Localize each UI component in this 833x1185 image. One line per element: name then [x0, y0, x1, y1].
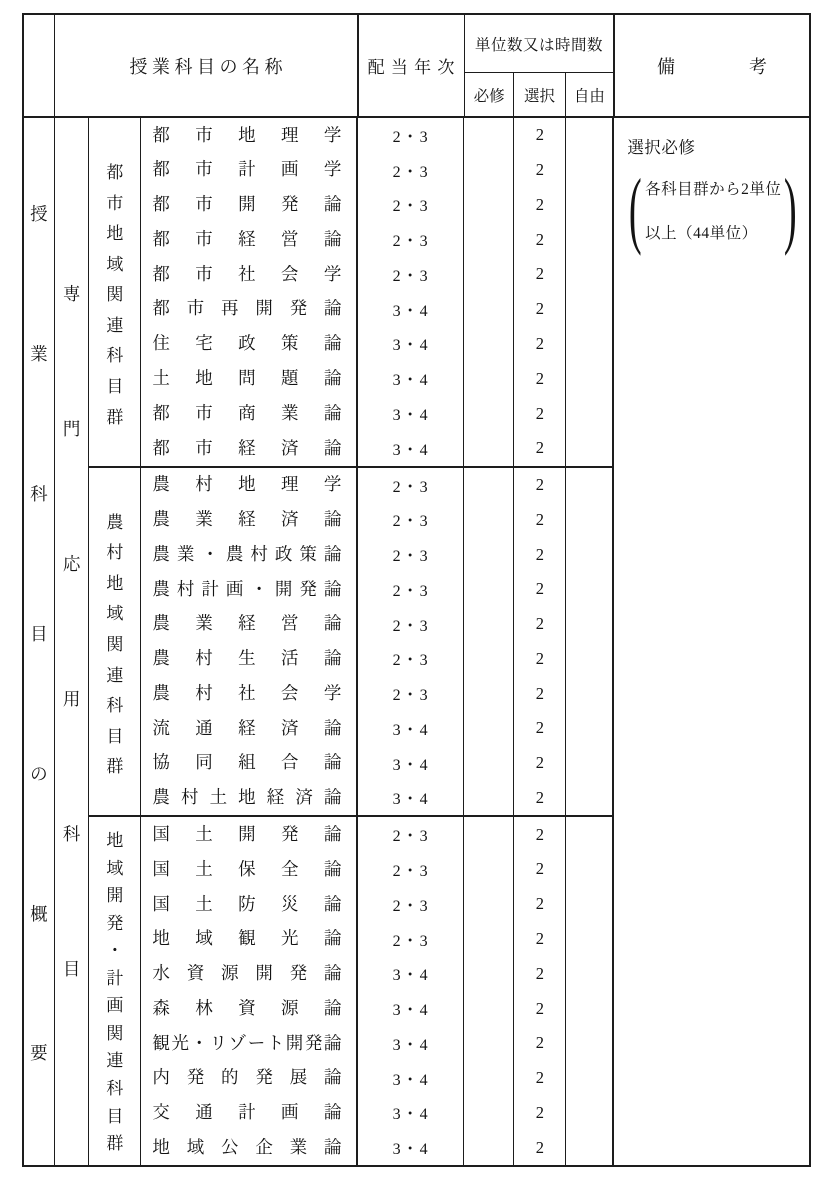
elective-units-cell: 2 [514, 676, 566, 711]
elective-units-cell: 2 [514, 327, 566, 362]
bracket-left-icon: ( [629, 163, 643, 257]
course-row [141, 431, 614, 466]
free-units-cell [566, 781, 614, 816]
year-header: 配 当 年 次 [359, 15, 465, 116]
required-header: 必修 [465, 73, 514, 116]
course-row [141, 711, 614, 746]
year-cell: 2・3 [358, 502, 464, 537]
group-rows [141, 817, 614, 1165]
elective-units-cell: 2 [514, 222, 566, 257]
group-rows [141, 468, 614, 816]
required-units-cell [464, 991, 514, 1026]
group-label: 地 域 開 発 ・ 計 画 関 連 科 目 群 [89, 817, 141, 1165]
course-group [89, 817, 614, 1165]
course-row [141, 607, 614, 642]
required-units-cell [464, 642, 514, 677]
year-cell: 2・3 [358, 118, 464, 153]
free-units-cell [566, 711, 614, 746]
elective-units-cell: 2 [514, 431, 566, 466]
required-units-cell [464, 396, 514, 431]
required-units-cell [464, 676, 514, 711]
required-units-cell [464, 361, 514, 396]
course-name-cell: 都市開発論 [141, 188, 358, 223]
course-row [141, 1130, 614, 1165]
course-group [89, 118, 614, 468]
free-units-cell [566, 502, 614, 537]
free-units-cell [566, 956, 614, 991]
course-name-cell: 都市計画学 [141, 153, 358, 188]
elective-units-cell: 2 [514, 642, 566, 677]
course-name-cell: 協同組合論 [141, 746, 358, 781]
required-units-cell [464, 922, 514, 957]
year-cell: 2・3 [358, 852, 464, 887]
required-units-cell [464, 817, 514, 852]
remarks-cell [612, 118, 809, 1165]
course-row [141, 222, 614, 257]
free-units-cell [566, 642, 614, 677]
year-cell: 2・3 [358, 887, 464, 922]
free-units-cell [566, 1061, 614, 1096]
elective-units-cell: 2 [514, 1026, 566, 1061]
course-name-cell: 都市再開発論 [141, 292, 358, 327]
free-units-cell [566, 188, 614, 223]
elective-units-cell: 2 [514, 396, 566, 431]
year-cell: 2・3 [358, 922, 464, 957]
year-cell: 2・3 [358, 222, 464, 257]
course-row [141, 852, 614, 887]
free-units-cell [566, 852, 614, 887]
required-units-cell [464, 572, 514, 607]
year-cell: 3・4 [358, 711, 464, 746]
course-name-header: 授 業 科 目 の 名 称 [55, 15, 359, 116]
course-name-cell: 農村土地経済論 [141, 781, 358, 816]
course-name-cell: 農村地理学 [141, 468, 358, 503]
table-header-row [24, 15, 809, 118]
elective-units-cell: 2 [514, 257, 566, 292]
year-cell: 2・3 [358, 257, 464, 292]
course-row [141, 676, 614, 711]
required-units-cell [464, 502, 514, 537]
course-name-cell: 農村生活論 [141, 642, 358, 677]
course-row [141, 817, 614, 852]
group-label: 農 村 地 域 関 連 科 目 群 [89, 468, 141, 816]
free-units-cell [566, 222, 614, 257]
course-name-cell: 農業・農村政策論 [141, 537, 358, 572]
elective-units-cell: 2 [514, 746, 566, 781]
year-cell: 3・4 [358, 292, 464, 327]
course-row [141, 188, 614, 223]
year-cell: 2・3 [358, 642, 464, 677]
year-cell: 2・3 [358, 188, 464, 223]
course-row [141, 537, 614, 572]
free-units-cell [566, 153, 614, 188]
course-name-cell: 国土保全論 [141, 852, 358, 887]
course-row [141, 642, 614, 677]
course-group [89, 468, 614, 818]
elective-units-cell: 2 [514, 711, 566, 746]
course-name-cell: 水資源開発論 [141, 956, 358, 991]
year-cell: 3・4 [358, 1026, 464, 1061]
course-row [141, 572, 614, 607]
year-cell: 3・4 [358, 956, 464, 991]
remarks-header-char-left: 備 [657, 56, 675, 77]
required-units-cell [464, 1061, 514, 1096]
free-units-cell [566, 746, 614, 781]
course-row [141, 361, 614, 396]
header-corner-cell [24, 15, 55, 116]
year-cell: 3・4 [358, 1130, 464, 1165]
course-name-cell: 流通経済論 [141, 711, 358, 746]
course-row [141, 118, 614, 153]
course-name-cell: 住宅政策論 [141, 327, 358, 362]
year-cell: 3・4 [358, 781, 464, 816]
elective-units-cell: 2 [514, 887, 566, 922]
elective-units-cell: 2 [514, 1061, 566, 1096]
course-name-cell: 都市経営論 [141, 222, 358, 257]
remarks-bracket-note [625, 163, 801, 257]
course-name-cell: 土地問題論 [141, 361, 358, 396]
course-row [141, 327, 614, 362]
elective-units-cell: 2 [514, 852, 566, 887]
free-units-cell [566, 361, 614, 396]
elective-units-cell: 2 [514, 991, 566, 1026]
course-name-cell: 都市地理学 [141, 118, 358, 153]
remarks-header [615, 15, 809, 116]
course-name-cell: 農村計画・開発論 [141, 572, 358, 607]
elective-units-cell: 2 [514, 468, 566, 503]
year-cell: 3・4 [358, 327, 464, 362]
year-cell: 3・4 [358, 991, 464, 1026]
course-name-cell: 都市社会学 [141, 257, 358, 292]
free-units-cell [566, 327, 614, 362]
group-rows [141, 118, 614, 466]
free-units-cell [566, 1026, 614, 1061]
category-column-label: 授 業 科 目 の 概 要 [24, 118, 55, 1165]
free-units-cell [566, 817, 614, 852]
course-row [141, 887, 614, 922]
course-row [141, 257, 614, 292]
course-name-cell: 地域観光論 [141, 922, 358, 957]
units-header-group [465, 15, 615, 116]
table-body [24, 118, 809, 1165]
course-row [141, 153, 614, 188]
elective-header: 選択 [514, 73, 565, 116]
course-name-cell: 交通計画論 [141, 1095, 358, 1130]
year-cell: 2・3 [358, 607, 464, 642]
year-cell: 3・4 [358, 396, 464, 431]
required-units-cell [464, 468, 514, 503]
required-units-cell [464, 852, 514, 887]
course-row [141, 1026, 614, 1061]
free-units-cell [566, 292, 614, 327]
year-cell: 3・4 [358, 431, 464, 466]
year-cell: 3・4 [358, 746, 464, 781]
course-row [141, 922, 614, 957]
course-row [141, 396, 614, 431]
course-name-cell: 国土防災論 [141, 887, 358, 922]
course-name-cell: 農村社会学 [141, 676, 358, 711]
elective-units-cell: 2 [514, 188, 566, 223]
units-header: 単位数又は時間数 [465, 15, 613, 73]
required-units-cell [464, 257, 514, 292]
elective-units-cell: 2 [514, 118, 566, 153]
elective-units-cell: 2 [514, 361, 566, 396]
required-units-cell [464, 1095, 514, 1130]
required-units-cell [464, 153, 514, 188]
required-units-cell [464, 1026, 514, 1061]
course-row [141, 1095, 614, 1130]
course-name-cell: 森林資源論 [141, 991, 358, 1026]
required-units-cell [464, 956, 514, 991]
course-row [141, 746, 614, 781]
course-name-cell: 地域公企業論 [141, 1130, 358, 1165]
year-cell: 2・3 [358, 676, 464, 711]
bracket-right-icon: ) [784, 163, 798, 257]
year-cell: 2・3 [358, 572, 464, 607]
required-units-cell [464, 887, 514, 922]
required-units-cell [464, 607, 514, 642]
required-units-cell [464, 188, 514, 223]
remarks-header-char-right: 考 [749, 56, 767, 77]
elective-units-cell: 2 [514, 292, 566, 327]
elective-units-cell: 2 [514, 956, 566, 991]
group-label: 都 市 地 域 関 連 科 目 群 [89, 118, 141, 466]
free-units-cell [566, 537, 614, 572]
elective-units-cell: 2 [514, 537, 566, 572]
year-cell: 2・3 [358, 153, 464, 188]
required-units-cell [464, 711, 514, 746]
course-name-cell: 観光・リゾート開発論 [141, 1026, 358, 1061]
required-units-cell [464, 327, 514, 362]
elective-units-cell: 2 [514, 1095, 566, 1130]
free-units-cell [566, 1095, 614, 1130]
required-units-cell [464, 431, 514, 466]
elective-units-cell: 2 [514, 922, 566, 957]
required-units-cell [464, 292, 514, 327]
free-units-cell [566, 922, 614, 957]
required-units-cell [464, 222, 514, 257]
elective-units-cell: 2 [514, 817, 566, 852]
free-units-cell [566, 118, 614, 153]
course-name-cell: 農業経済論 [141, 502, 358, 537]
elective-units-cell: 2 [514, 502, 566, 537]
free-units-cell [566, 1130, 614, 1165]
elective-units-cell: 2 [514, 153, 566, 188]
year-cell: 2・3 [358, 817, 464, 852]
free-units-cell [566, 257, 614, 292]
elective-units-cell: 2 [514, 781, 566, 816]
year-cell: 2・3 [358, 468, 464, 503]
course-name-cell: 都市経済論 [141, 431, 358, 466]
year-cell: 2・3 [358, 537, 464, 572]
remarks-title: 選択必修 [627, 138, 696, 157]
course-row [141, 292, 614, 327]
course-row [141, 956, 614, 991]
course-row [141, 781, 614, 816]
elective-units-cell: 2 [514, 1130, 566, 1165]
course-name-cell: 農業経営論 [141, 607, 358, 642]
remarks-bracket-line: 各科目群から2単位 [645, 181, 782, 198]
elective-units-cell: 2 [514, 607, 566, 642]
free-units-cell [566, 396, 614, 431]
free-units-cell [566, 431, 614, 466]
subcategory-column-label: 専 門 応 用 科 目 [55, 118, 90, 1165]
course-row [141, 991, 614, 1026]
free-units-cell [566, 887, 614, 922]
year-cell: 3・4 [358, 361, 464, 396]
required-units-cell [464, 1130, 514, 1165]
course-name-cell: 都市商業論 [141, 396, 358, 431]
elective-units-cell: 2 [514, 572, 566, 607]
free-units-cell [566, 676, 614, 711]
course-name-cell: 内発的発展論 [141, 1061, 358, 1096]
remarks-bracket-line: 以上（44単位） [645, 225, 758, 242]
free-units-cell [566, 468, 614, 503]
course-groups [89, 118, 614, 1165]
course-row [141, 468, 614, 503]
free-units-cell [566, 572, 614, 607]
course-row [141, 502, 614, 537]
course-name-cell: 国土開発論 [141, 817, 358, 852]
year-cell: 3・4 [358, 1061, 464, 1096]
required-units-cell [464, 746, 514, 781]
course-row [141, 1061, 614, 1096]
required-units-cell [464, 118, 514, 153]
year-cell: 3・4 [358, 1095, 464, 1130]
required-units-cell [464, 781, 514, 816]
free-units-cell [566, 991, 614, 1026]
curriculum-table [22, 13, 811, 1167]
free-header: 自由 [573, 87, 605, 105]
free-units-cell [566, 607, 614, 642]
required-units-cell [464, 537, 514, 572]
